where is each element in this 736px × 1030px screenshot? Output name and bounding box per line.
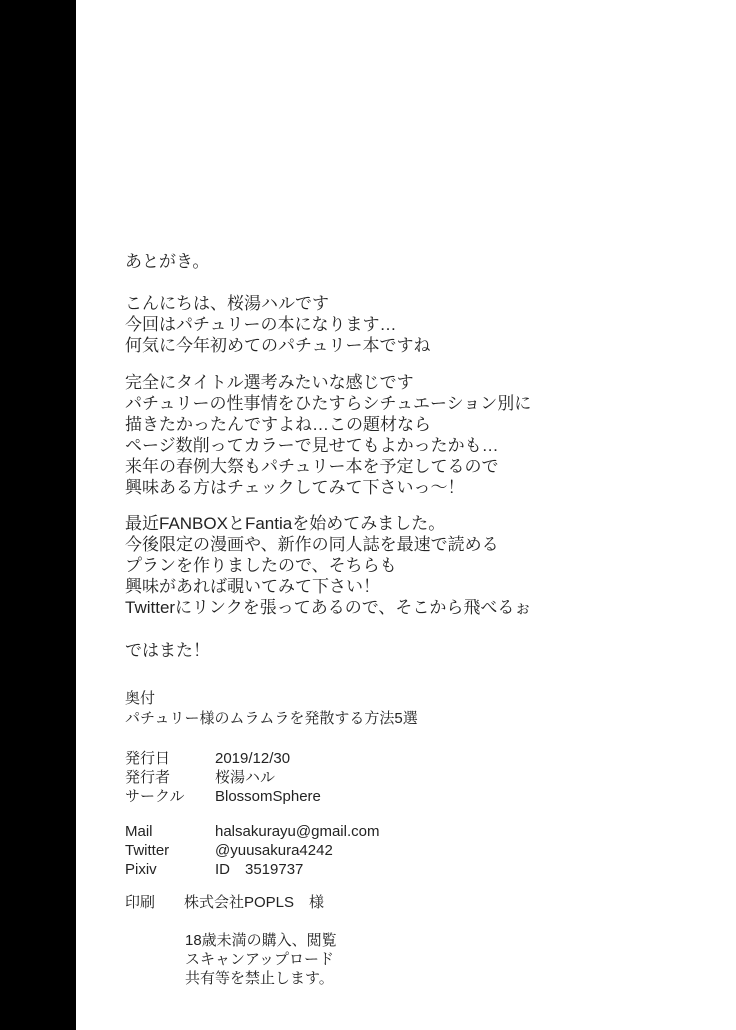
printer-value: 株式会社POPLS 様 [184,894,325,911]
scan-left-black-bar [0,0,76,1030]
disclaimer-line: 共有等を禁止します。 [185,970,334,987]
text-line: パチュリーの性事情をひたすらシチュエーション別に [125,394,532,413]
closing-text: ではまた！ [125,641,210,660]
text-line: Twitterにリンクを張ってあるので、そこから飛べるぉ [125,598,532,617]
disclaimer-line: 18歳未満の購入、閲覧 [185,932,337,949]
field-value: BlossomSphere [215,788,321,805]
contact-row-mail [125,822,379,841]
afterword-paragraph-3 [125,513,531,618]
field-label: サークル [125,788,185,805]
text-line: 興味があれば覗いてみて下さい！ [125,577,380,596]
text-line: プランを作りましたので、そちらも [125,556,397,575]
field-value: 2019/12/30 [215,750,291,767]
contact-value: ID 3519737 [215,861,304,878]
field-row-publish-date [125,749,321,768]
colophon-header [125,689,418,729]
contact-row-twitter [125,841,379,860]
colophon-heading: 奥付 [125,690,156,707]
contact-label: Twitter [125,842,170,859]
field-value: 桜湯ハル [215,769,276,786]
text-line: 最近FANBOXとFantiaを始めてみました。 [125,514,446,533]
text-line: 来年の春例大祭もパチュリー本を予定してるので [125,457,499,476]
afterword-heading [125,251,209,272]
afterword-paragraph-2 [125,372,531,498]
text-line: 完全にタイトル選考みたいな感じです [125,373,414,392]
field-row-publisher [125,768,321,787]
heading-text: あとがき。 [125,252,210,271]
text-line: 今後限定の漫画や、新作の同人誌を最速で読める [125,535,499,554]
printer-label: 印刷 [125,894,156,911]
contact-row-pixiv [125,860,379,879]
text-line: 今回はパチュリーの本になります… [125,315,397,334]
field-label: 発行日 [125,750,171,767]
disclaimer-block [185,931,337,988]
text-line: こんにちは、桜湯ハルです [125,294,329,313]
afterword-paragraph-1 [125,293,431,356]
text-line: 何気に今年初めてのパチュリー本ですね [125,336,431,355]
contact-fields [125,822,379,879]
text-line: 興味ある方はチェックしてみて下さいっ～！ [125,478,465,497]
contact-label: Mail [125,823,153,840]
contact-value: halsakurayu@gmail.com [215,823,380,840]
disclaimer-line: スキャンアップロード [185,951,334,968]
book-title: パチュリー様のムラムラを発散する方法5選 [125,710,418,727]
text-line: ページ数削ってカラーで見せてもよかったかも… [125,436,499,455]
field-row-circle [125,787,321,806]
afterword-closing [125,640,210,661]
field-label: 発行者 [125,769,171,786]
printer-row [125,893,324,912]
contact-label: Pixiv [125,861,157,878]
contact-value: @yuusakura4242 [215,842,333,859]
text-line: 描きたかったんですよね…この題材なら [125,415,431,434]
printer-row-block [125,893,324,912]
publication-fields [125,749,321,806]
